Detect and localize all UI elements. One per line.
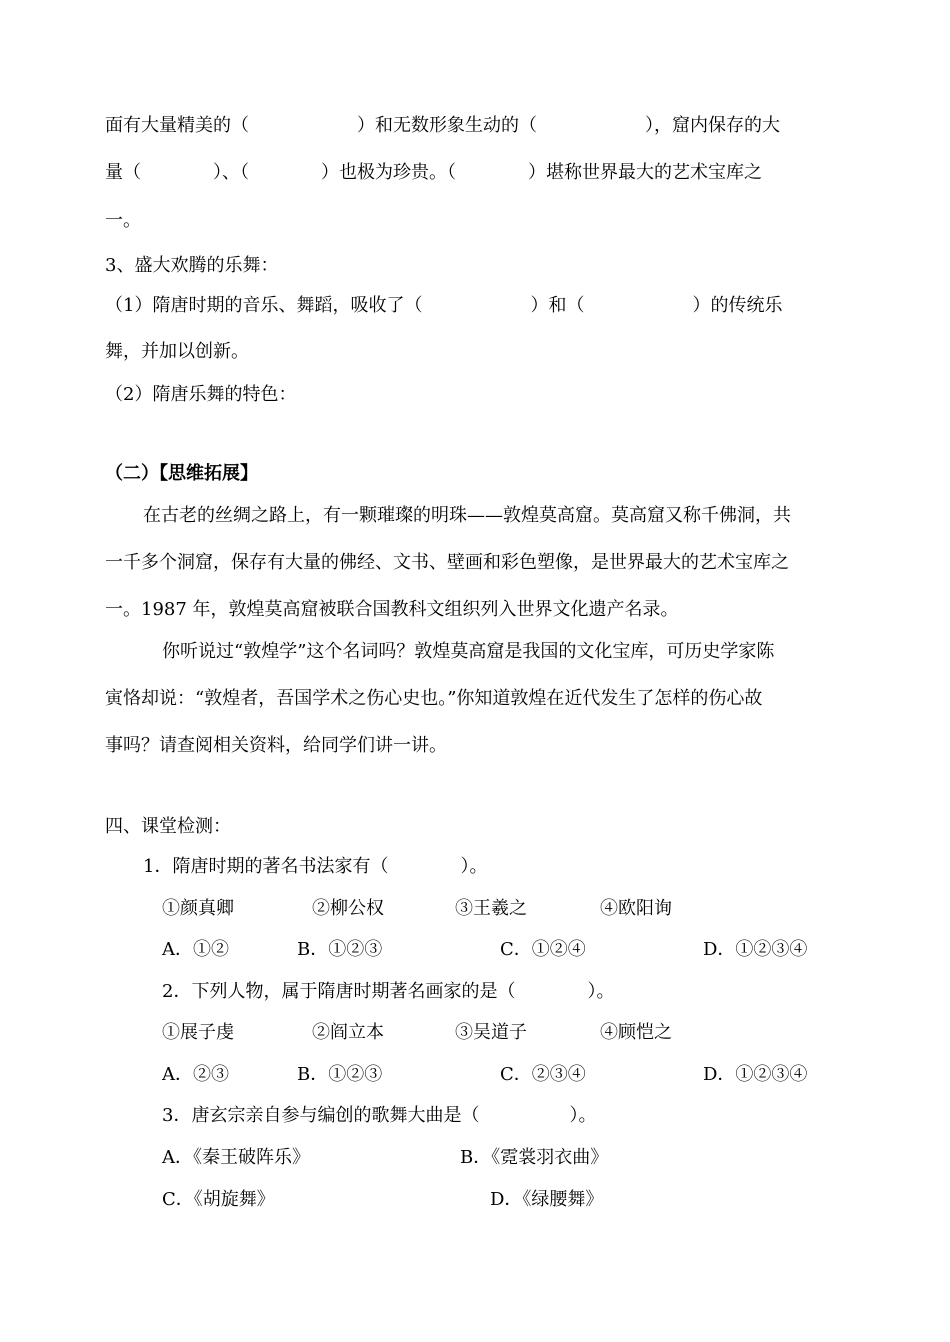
q2-item: ②阎立本 bbox=[312, 1022, 384, 1043]
q2-item: ④顾恺之 bbox=[600, 1022, 672, 1043]
q1-item: ②柳公权 bbox=[312, 898, 384, 919]
paragraph-line: 你听说过“敦煌学”这个名词吗？敦煌莫高窟是我国的文化宝库，可历史学家陈 bbox=[162, 641, 775, 662]
q2-item: ③吴道子 bbox=[455, 1022, 527, 1043]
section-heading: 3、盛大欢腾的乐舞： bbox=[105, 255, 279, 276]
q1-item: ①颜真卿 bbox=[162, 898, 234, 919]
q2-choice: A．②③ bbox=[162, 1064, 229, 1085]
text-line: 量（ ）、（ ）也极为珍贵。（ ）堪称世界最大的艺术宝库之 bbox=[105, 162, 762, 183]
text-line: （1）隋唐时期的音乐、舞蹈，吸收了（ ）和（ ）的传统乐 bbox=[105, 295, 783, 316]
q2-choice: C．②③④ bbox=[500, 1064, 586, 1085]
paragraph-line: 在古老的丝绸之路上，有一颗璀璨的明珠——敦煌莫高窟。莫高窟又称千佛洞，共 bbox=[143, 505, 791, 526]
q1-choice: A．①② bbox=[162, 939, 229, 960]
paragraph-line: 一千多个洞窟，保存有大量的佛经、文书、壁画和彩色塑像，是世界最大的艺术宝库之 bbox=[105, 552, 789, 573]
text-line: 一。 bbox=[105, 210, 141, 231]
question-stem: 3．唐玄宗亲自参与编创的歌舞大曲是（ ）。 bbox=[162, 1105, 597, 1126]
q3-choice: C．《胡旋舞》 bbox=[162, 1189, 275, 1210]
q1-choice: B．①②③ bbox=[297, 939, 383, 960]
q2-item: ①展子虔 bbox=[162, 1022, 234, 1043]
q1-choice: D．①②③④ bbox=[703, 939, 808, 960]
q2-choice: B．①②③ bbox=[297, 1064, 383, 1085]
text-line: 面有大量精美的（ ）和无数形象生动的（ ），窟内保存的大 bbox=[105, 115, 780, 136]
q3-choice: D．《绿腰舞》 bbox=[490, 1189, 604, 1210]
q1-item: ④欧阳询 bbox=[600, 898, 672, 919]
text-line: 舞，并加以创新。 bbox=[105, 341, 249, 362]
q1-item: ③王羲之 bbox=[455, 898, 527, 919]
test-heading: 四、课堂检测： bbox=[105, 816, 231, 837]
q3-choice: A．《秦王破阵乐》 bbox=[162, 1147, 310, 1168]
paragraph-line: 寅恪却说：“敦煌者，吾国学术之伤心史也。”你知道敦煌在近代发生了怎样的伤心故 bbox=[105, 688, 763, 709]
question-stem: 1．隋唐时期的著名书法家有（ ）。 bbox=[143, 856, 488, 877]
paragraph-line: 一。1987 年，敦煌莫高窟被联合国教科文组织列入世界文化遗产名录。 bbox=[105, 599, 679, 620]
q3-choice: B．《霓裳羽衣曲》 bbox=[460, 1147, 609, 1168]
question-stem: 2．下列人物，属于隋唐时期著名画家的是（ ）。 bbox=[162, 981, 615, 1002]
text-line: （2）隋唐乐舞的特色： bbox=[105, 384, 297, 405]
q2-choice: D．①②③④ bbox=[703, 1064, 808, 1085]
q1-choice: C．①②④ bbox=[500, 939, 586, 960]
paragraph-line: 事吗？请查阅相关资料，给同学们讲一讲。 bbox=[105, 735, 447, 756]
extension-heading: （二）【思维拓展】 bbox=[105, 463, 258, 484]
